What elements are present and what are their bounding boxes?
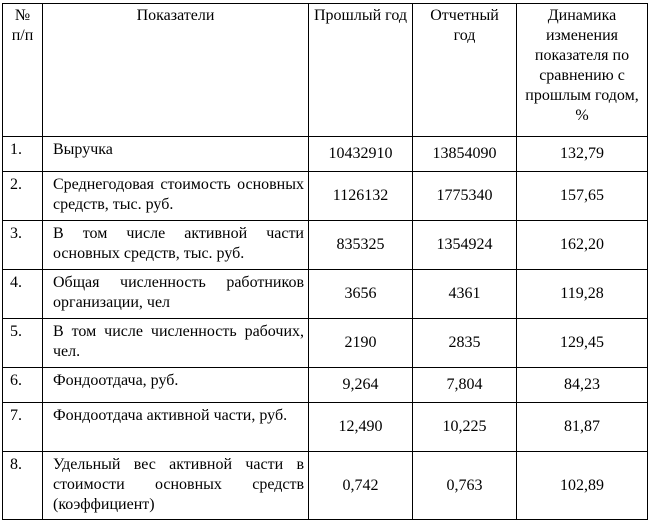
row-current-value: 0,763 xyxy=(413,452,517,520)
row-prev-value: 9,264 xyxy=(309,368,413,403)
row-num: 4. xyxy=(3,270,43,319)
header-row xyxy=(3,4,648,137)
table-row xyxy=(3,221,648,270)
indicators-table xyxy=(2,3,648,520)
row-prev-value: 2190 xyxy=(309,319,413,368)
row-indicator: Фондоотдача, руб. xyxy=(43,368,309,403)
row-indicator: Фондоотдача активной части, руб. xyxy=(43,403,309,452)
row-dynamics-value: 157,65 xyxy=(517,172,648,221)
row-num: 5. xyxy=(3,319,43,368)
row-prev-value: 12,490 xyxy=(309,403,413,452)
row-current-value: 4361 xyxy=(413,270,517,319)
row-dynamics-value: 132,79 xyxy=(517,137,648,172)
table-row xyxy=(3,319,648,368)
header-prev-year: Прошлый год xyxy=(309,4,413,137)
row-indicator: Общая численность работников организации, чел xyxy=(43,270,309,319)
row-current-value: 1354924 xyxy=(413,221,517,270)
row-num: 2. xyxy=(3,172,43,221)
row-num: 8. xyxy=(3,452,43,520)
row-num: 1. xyxy=(3,137,43,172)
row-indicator: В том числе численность рабочих, чел. xyxy=(43,319,309,368)
row-current-value: 1775340 xyxy=(413,172,517,221)
row-current-value: 13854090 xyxy=(413,137,517,172)
table-row xyxy=(3,403,648,452)
row-dynamics-value: 162,20 xyxy=(517,221,648,270)
row-prev-value: 3656 xyxy=(309,270,413,319)
table-row xyxy=(3,172,648,221)
row-dynamics-value: 129,45 xyxy=(517,319,648,368)
row-current-value: 2835 xyxy=(413,319,517,368)
row-indicator: Выручка xyxy=(43,137,309,172)
table-row xyxy=(3,452,648,520)
row-prev-value: 1126132 xyxy=(309,172,413,221)
header-num: № п/п xyxy=(3,4,43,137)
header-indicator: Показатели xyxy=(43,4,309,137)
row-dynamics-value: 84,23 xyxy=(517,368,648,403)
row-indicator: Удельный вес активной части в стоимости основных средств (коэффициент) xyxy=(43,452,309,520)
row-num: 3. xyxy=(3,221,43,270)
row-dynamics-value: 81,87 xyxy=(517,403,648,452)
row-indicator: В том числе активной части основных средств, тыс. руб. xyxy=(43,221,309,270)
row-dynamics-value: 119,28 xyxy=(517,270,648,319)
table-row xyxy=(3,270,648,319)
row-num: 6. xyxy=(3,368,43,403)
header-dynamics: Динамика изменения показателя по сравнению с прошлым годом, % xyxy=(517,4,648,137)
row-prev-value: 835325 xyxy=(309,221,413,270)
row-current-value: 7,804 xyxy=(413,368,517,403)
row-num: 7. xyxy=(3,403,43,452)
row-indicator: Среднегодовая стоимость основных средств, тыс. руб. xyxy=(43,172,309,221)
row-dynamics-value: 102,89 xyxy=(517,452,648,520)
row-current-value: 10,225 xyxy=(413,403,517,452)
row-prev-value: 0,742 xyxy=(309,452,413,520)
header-current-year: Отчетный год xyxy=(413,4,517,137)
table-row xyxy=(3,368,648,403)
row-prev-value: 10432910 xyxy=(309,137,413,172)
table-row xyxy=(3,137,648,172)
